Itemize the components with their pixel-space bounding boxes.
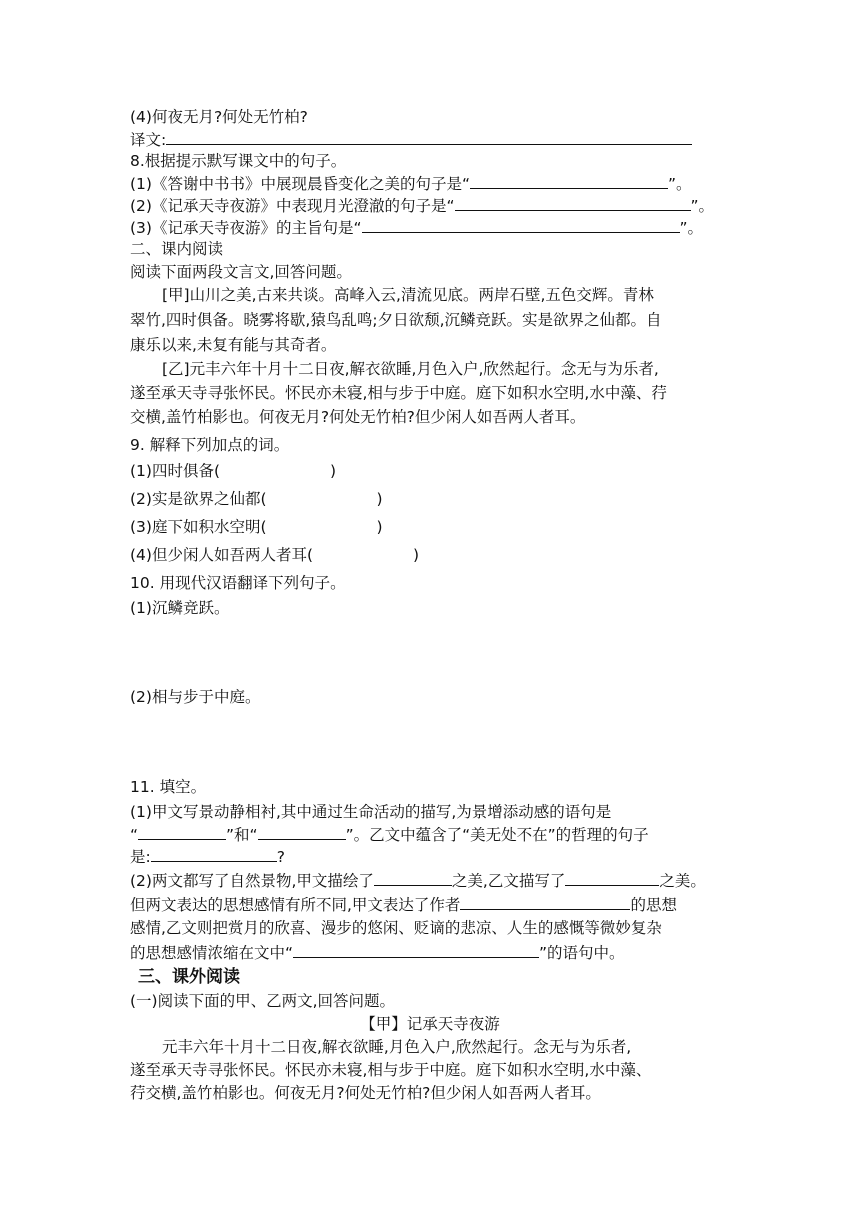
passage-jia-line: 康乐以来,未复有能与其奇者。 (130, 336, 337, 354)
q11-line5-text: 但两文表达的思想感情有所不同,甲文表达了作者 (130, 896, 461, 914)
q8-title: 8.根据提示默写课文中的句子。 (130, 152, 347, 170)
q11-blank-c[interactable] (151, 845, 277, 862)
q8-item1-blank[interactable] (470, 172, 668, 189)
q11-line7-end: ”的语句中。 (539, 944, 625, 962)
q8-item1 (130, 172, 692, 195)
q9-item3-close: ) (376, 518, 383, 536)
q11-blank-b[interactable] (258, 823, 346, 840)
q11-title: 11. 填空。 (130, 778, 207, 796)
q10-title: 10. 用现代汉语翻译下列句子。 (130, 574, 346, 592)
q9-title: 9. 解释下列加点的词。 (130, 436, 290, 454)
q11-line3 (130, 845, 285, 868)
q11-line7-text: 的思想感情浓缩在文中“ (130, 944, 294, 962)
q8-item2-end: ”。 (690, 197, 715, 215)
passage-yi-line: 遂至承天寺寻张怀民。怀民亦未寝,相与步于中庭。庭下如积水空明,水中藻、荇 (130, 384, 667, 402)
q11-quote-open: “ (130, 826, 139, 844)
q11-line2-rest: ”。乙文中蕴含了“美无处不在”的哲理的句子 (345, 826, 649, 844)
q11-blank-d[interactable] (374, 869, 452, 886)
section3-passage-title: 【甲】记承天寺夜游 (360, 1015, 500, 1033)
q11-line4 (130, 869, 706, 892)
q9-item3 (130, 516, 383, 538)
section3-title: 三、课外阅读 (138, 967, 240, 987)
translation-blank[interactable] (166, 128, 692, 145)
q9-item4-text: (4)但少闲人如吾两人者耳( (130, 546, 314, 564)
q8-item1-text: (1)《答谢中书书》中展现晨昏变化之美的句子是“ (130, 175, 470, 193)
q11-line1: (1)甲文写景动静相衬,其中通过生命活动的描写,为景增添动感的语句是 (130, 803, 612, 821)
q8-item1-end: ”。 (668, 175, 692, 193)
q11-line3-end: ? (276, 848, 285, 866)
q9-item1 (130, 460, 336, 482)
q8-item2-text: (2)《记承天寺夜游》中表现月光澄澈的句子是“ (130, 197, 455, 215)
q7-item4: (4)何夜无月?何处无竹柏? (130, 108, 308, 126)
passage-jia-line: 翠竹,四时俱备。晓雾将歇,猿鸟乱鸣;夕日欲颓,沉鳞竞跃。实是欲界之仙都。自 (130, 311, 662, 329)
q8-item2 (130, 194, 714, 217)
section2-title: 二、课内阅读 (130, 240, 224, 258)
q9-item2-text: (2)实是欲界之仙都( (130, 490, 267, 508)
q9-item1-text: (1)四时俱备( (130, 462, 221, 480)
q11-and: ”和“ (226, 826, 258, 844)
q11-blank-a[interactable] (138, 823, 226, 840)
q9-item2 (130, 488, 383, 510)
q8-item3 (130, 216, 703, 239)
translation-label: 译文: (130, 131, 167, 149)
q11-blank-e[interactable] (565, 869, 659, 886)
q10-item2: (2)相与步于中庭。 (130, 688, 261, 706)
passage-yi-line: 交横,盖竹柏影也。何夜无月?何处无竹柏?但少闲人如吾两人者耳。 (130, 408, 586, 426)
q11-line4-text: (2)两文都写了自然景物,甲文描绘了 (130, 872, 374, 890)
section3-passage-line: 荇交横,盖竹柏影也。何夜无月?何处无竹柏?但少闲人如吾两人者耳。 (130, 1084, 601, 1102)
q11-line5-end: 的思想 (630, 896, 677, 914)
q9-item2-close: ) (376, 490, 383, 508)
q9-item3-text: (3)庭下如积水空明( (130, 518, 267, 536)
section3-instruction: (一)阅读下面的甲、乙两文,回答问题。 (130, 992, 396, 1010)
q11-blank-f[interactable] (460, 893, 630, 910)
section2-instruction: 阅读下面两段文言文,回答问题。 (130, 263, 352, 281)
q8-item3-end: ”。 (679, 219, 704, 237)
passage-jia-line: [甲]山川之美,古来共谈。高峰入云,清流见底。两岸石壁,五色交辉。青林 (162, 286, 654, 304)
q8-item3-text: (3)《记承天寺夜游》的主旨句是“ (130, 219, 362, 237)
q11-line7 (130, 941, 625, 964)
q9-item1-close: ) (330, 462, 337, 480)
q11-line6: 感情,乙文则把赏月的欣喜、漫步的悠闲、贬谪的悲凉、人生的感慨等微妙复杂 (130, 919, 662, 937)
q11-line4-end: 之美。 (659, 872, 706, 890)
q11-line2 (130, 823, 649, 846)
q11-line5 (130, 893, 677, 916)
q11-blank-g[interactable] (293, 941, 539, 958)
q7-translation-line (130, 128, 692, 151)
q8-item2-blank[interactable] (455, 194, 691, 211)
section3-passage-line: 元丰六年十月十二日夜,解衣欲睡,月色入户,欣然起行。念无与为乐者, (162, 1038, 632, 1056)
q9-item4 (130, 544, 419, 566)
passage-yi-line: [乙]元丰六年十月十二日夜,解衣欲睡,月色入户,欣然起行。念无与为乐者, (162, 360, 659, 378)
q9-item4-close: ) (413, 546, 420, 564)
q8-item3-blank[interactable] (362, 216, 680, 233)
section3-passage-line: 遂至承天寺寻张怀民。怀民亦未寝,相与步于中庭。庭下如积水空明,水中藻、 (130, 1061, 652, 1079)
q11-line4-mid: 之美,乙文描写了 (451, 872, 566, 890)
q11-line3-text: 是: (130, 848, 151, 866)
q10-item1: (1)沉鳞竞跃。 (130, 599, 230, 617)
